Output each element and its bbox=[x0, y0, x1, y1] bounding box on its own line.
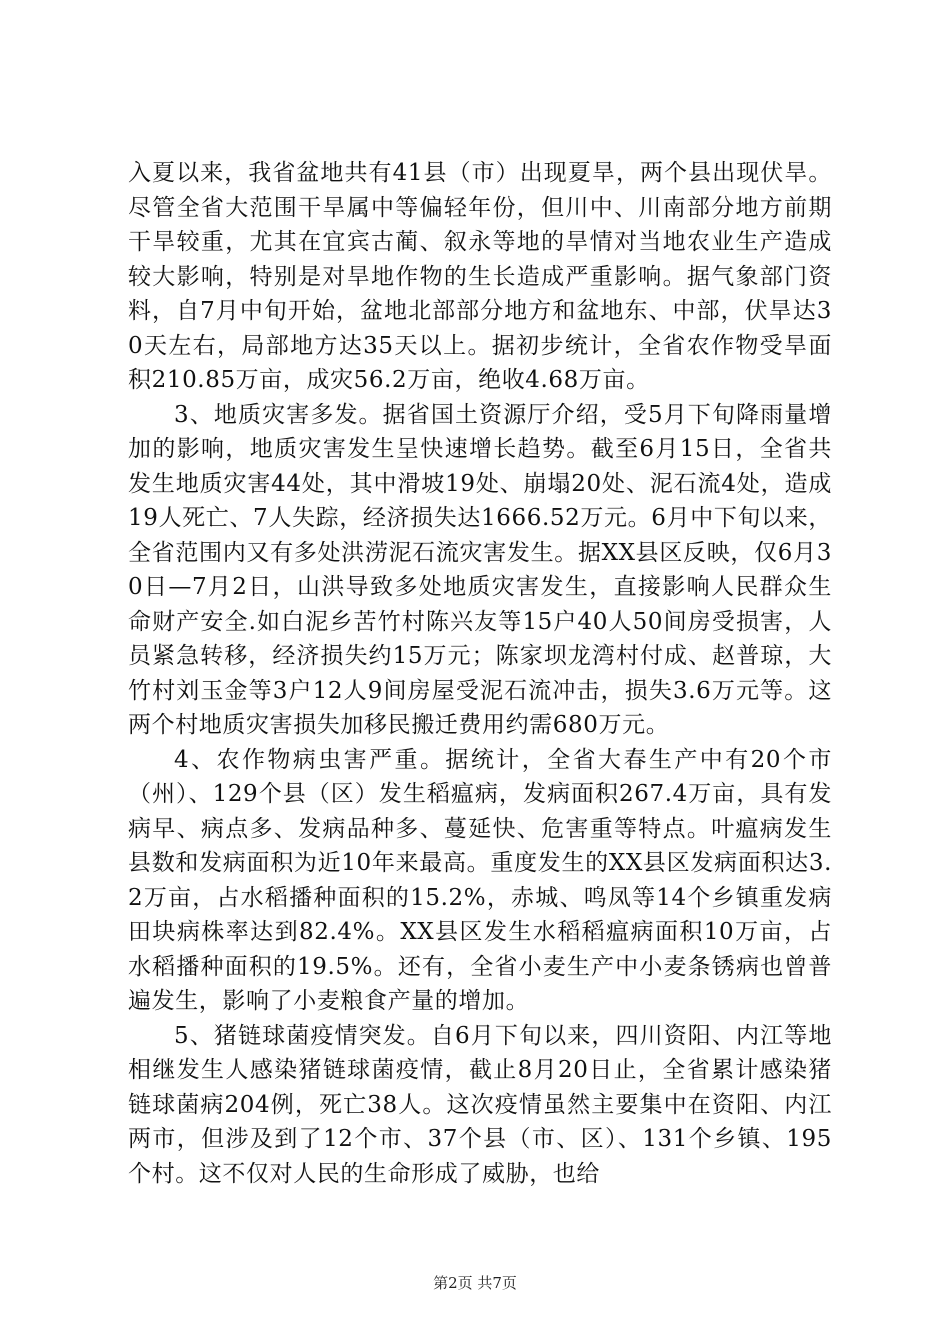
paragraph-drought: 入夏以来，我省盆地共有41县（市）出现夏旱，两个县出现伏旱。尽管全省大范围干旱属中等偏轻年份，但川中、川南部分地方前期干旱较重，尤其在宜宾古蔺、叙永等地的旱情对当地农业生产造成较大影响，特别是对旱地作物的生长造成严重影响。据气象部门资料，自7月中旬开始，盆地北部部分地方和盆地东、中部，伏旱达30天左右，局部地方达35天以上。据初步统计，全省农作物受旱面积210.85万亩，成灾56.2万亩，绝收4.68万亩。 bbox=[128, 160, 832, 393]
paragraph-swine-streptococcus: 5、猪链球菌疫情突发。自6月下旬以来，四川资阳、内江等地相继发生人感染猪链球菌疫情，截止8月20日止，全省累计感染猪链球菌病204例，死亡38人。这次疫情虽然主要集中在资阳、内江两市，但涉及到了12个市、37个县（市、区）、131个乡镇、195个村。这不仅对人民的生命形成了威胁，也给 bbox=[128, 1022, 832, 1187]
paragraph-crop-pests: 4、农作物病虫害严重。据统计，全省大春生产中有20个市（州）、129个县（区）发生稻瘟病，发病面积267.4万亩，具有发病早、病点多、发病品种多、蔓延快、危害重等特点。叶瘟病发生县数和发病面积为近10年来最高。重度发生的XX县区发病面积达3.2万亩，占水稻播种面积的15.2%，赤城、鸣凤等14个乡镇重发病田块病株率达到82.4%。XX县区发生水稻稻瘟病面积10万亩，占水稻播种面积的19.5%。还有，全省小麦生产中小麦条锈病也曾普遍发生，影响了小麦粮食产量的增加。 bbox=[128, 746, 832, 1014]
paragraph-geological-disasters: 3、地质灾害多发。据省国土资源厅介绍，受5月下旬降雨量增加的影响，地质灾害发生呈快速增长趋势。截至6月15日，全省共发生地质灾害44处，其中滑坡19处、崩塌20处、泥石流4处，造成19人死亡、7人失踪，经济损失达1666.52万元。6月中下旬以来，全省范围内又有多处洪涝泥石流灾害发生。据XX县区反映，仅6月30日—7月2日，山洪导致多处地质灾害发生，直接影响人民群众生命财产安全.如白泥乡苦竹村陈兴友等15户40人50间房受损害，人员紧急转移，经济损失约15万元；陈家坝龙湾村付成、赵普琼，大竹村刘玉金等3户12人9间房屋受泥石流冲击，损失3.6万元等。这两个村地质灾害损失加移民搬迁费用约需680万元。 bbox=[128, 401, 832, 738]
document-body bbox=[128, 156, 832, 1191]
page-footer: 第2页 共7页 bbox=[433, 1274, 517, 1292]
